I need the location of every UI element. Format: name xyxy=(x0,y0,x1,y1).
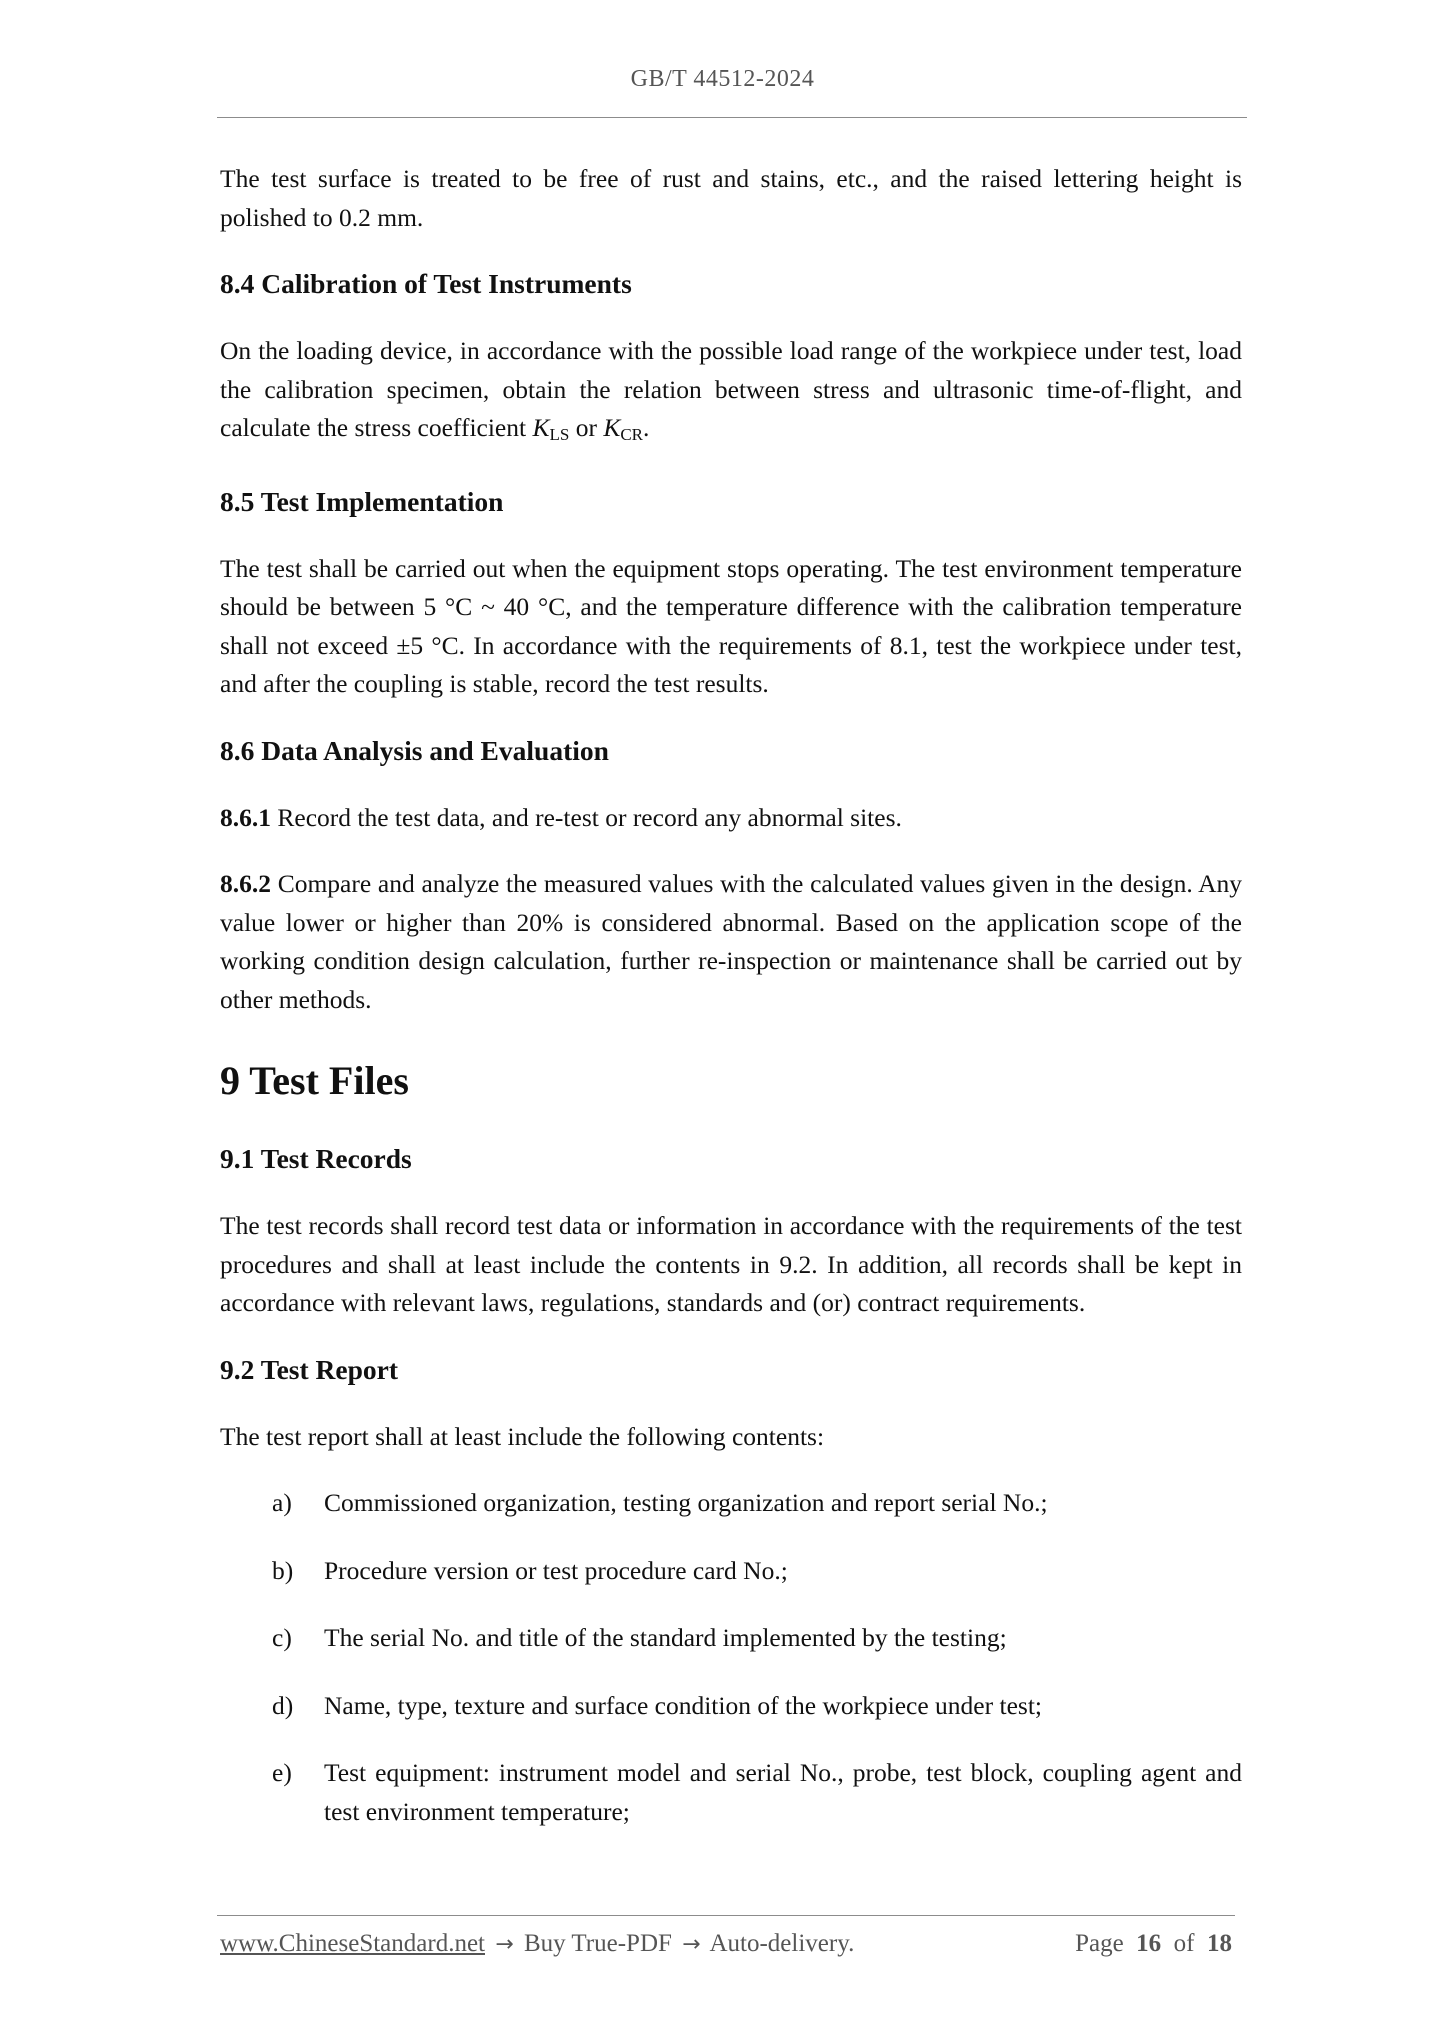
symbol-k-cr-subscript: CR xyxy=(620,425,644,444)
list-item xyxy=(220,1754,1242,1831)
list-item-text: Commissioned organization, testing organization and report serial No.; xyxy=(324,1488,1048,1517)
list-marker: a) xyxy=(272,1488,292,1517)
document-code-header: GB/T 44512-2024 xyxy=(630,66,815,92)
intro-paragraph: The test surface is treated to be free of rust and stains, etc., and the raised lettering height is polished to 0.2 mm. xyxy=(220,164,1242,232)
list-marker: d) xyxy=(272,1690,294,1720)
report-contents-list xyxy=(220,1484,1242,1831)
buy-true-pdf-text: Buy True-PDF xyxy=(523,1930,672,1957)
auto-delivery-text: Auto-delivery. xyxy=(709,1930,855,1957)
section-9-2-intro: The test report shall at least include the following contents: xyxy=(220,1421,825,1451)
list-marker: c) xyxy=(272,1623,292,1652)
total-page-number: 18 xyxy=(1207,1930,1232,1957)
chapter-9-heading: 9 Test Files xyxy=(220,1058,409,1103)
list-marker: e) xyxy=(272,1758,292,1787)
right-arrow-icon: → xyxy=(682,1932,701,1957)
list-marker: b) xyxy=(272,1555,294,1585)
section-9-1-heading: 9.1 Test Records xyxy=(220,1143,412,1174)
section-9-1-paragraph: The test records shall record test data or information in accordance with the requirements of the test procedures and shall at least include the contents in 9.2. In addition, all records shall be kept in accordance with relevant laws, regulations, standards and (or) contract requirements. xyxy=(220,1211,1242,1317)
clause-8-6-1: 8.6.1 Record the test data, and re-test or record any abnormal sites. xyxy=(220,802,902,832)
section-8-6-heading: 8.6 Data Analysis and Evaluation xyxy=(220,734,609,766)
list-item-text: Procedure version or test procedure card No.; xyxy=(324,1555,788,1585)
section-8-5-paragraph: The test shall be carried out when the equipment stops operating. The test environment temperature should be between 5 °C ~ 40 °C, and the temperature difference with the calibration temperature shall not exceed ±5 °C. In accordance with the requirements of 8.1, test the workpiece under test, and after the coupling is stable, record the test results. xyxy=(220,553,1242,698)
footer-divider xyxy=(217,1915,1235,1916)
footer-promo xyxy=(220,1930,854,1958)
section-8-5-heading: 8.5 Test Implementation xyxy=(220,485,504,517)
list-item-text: Name, type, texture and surface condition of the workpiece under test; xyxy=(324,1690,1042,1720)
page-indicator: Page 16 of 18 xyxy=(1075,1930,1232,1957)
chinesestandard-link[interactable]: www.ChineseStandard.net xyxy=(220,1930,485,1957)
header-divider xyxy=(217,117,1247,118)
symbol-k-ls: K xyxy=(532,413,550,442)
clause-number: 8.6.2 xyxy=(220,869,271,898)
section-8-4-heading: 8.4 Calibration of Test Instruments xyxy=(220,268,632,299)
clause-8-6-2: 8.6.2 Compare and analyze the measured values with the calculated values given in the design. Any value lower or higher than 20% is considered abnormal. Based on the application scope of the working condition design calculation, further re-inspection or maintenance shall be carried out by other methods. xyxy=(220,869,1242,1014)
page-body xyxy=(220,160,1242,1860)
right-arrow-icon: → xyxy=(495,1932,514,1957)
section-8-4-paragraph: On the loading device, in accordance with the possible load range of the workpiece under test, load the calibration specimen, obtain the relation between stress and ultrasonic time-of-flight, and calculate the stress coefficient $K_{LS}$ or $K_{CR}$. xyxy=(220,336,1242,444)
symbol-k-ls-subscript: LS xyxy=(549,425,570,444)
list-item xyxy=(220,1619,1242,1658)
list-item-text: The serial No. and title of the standard implemented by the testing; xyxy=(324,1623,1007,1652)
section-8-4-text: On the loading device, in accordance with the possible load range of the workpiece under test, load the calibration specimen, obtain the relation between stress and ultrasonic time-of-flight, and calculate the stress coefficient xyxy=(220,336,1242,442)
current-page-number: 16 xyxy=(1136,1930,1162,1957)
list-item xyxy=(220,1687,1242,1726)
clause-number: 8.6.1 xyxy=(220,802,271,832)
list-item-text: Test equipment: instrument model and serial No., probe, test block, coupling agent and test environment temperature; xyxy=(324,1758,1242,1826)
page-footer xyxy=(220,1930,1232,1958)
list-item xyxy=(220,1552,1242,1591)
list-item xyxy=(220,1484,1242,1523)
symbol-k-cr: K xyxy=(603,413,621,442)
section-9-2-heading: 9.2 Test Report xyxy=(220,1353,398,1385)
